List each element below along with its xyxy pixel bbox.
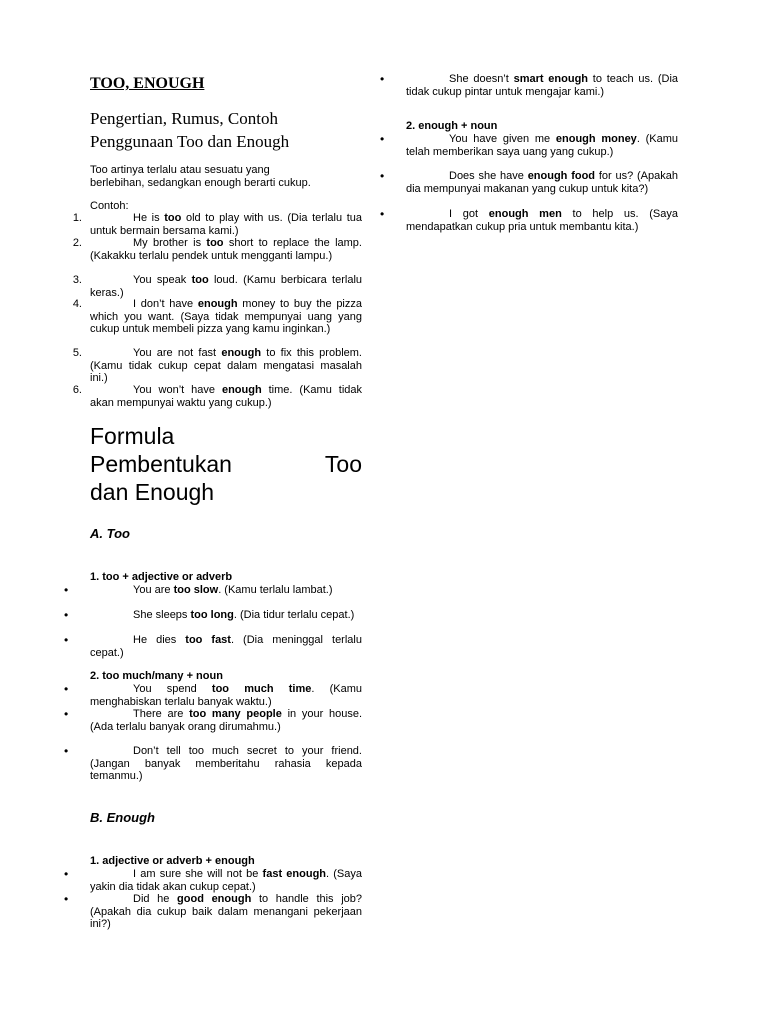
contoh-label: Contoh: [90,200,129,212]
list-item: • He dies too fast. (Dia meninggal terlalu cepat.) [64,633,362,659]
formula-word-1: Formula [90,423,175,449]
example-number: 1. [72,212,82,224]
bullet-icon: • [64,682,69,696]
list-item: • Don’t tell too much secret to your friend. (Jangan banyak memberitahu rahasia kepada temanmu.) [64,744,362,782]
intro-line-1: Too artinya terlalu atau sesuatu yang [90,164,270,176]
example-number: 2. [72,237,82,249]
example-number: 3. [72,274,82,286]
list-item: • You have given me enough money. (Kamu telah memberikan saya uang yang cukup.) [380,132,678,158]
bullet-icon: • [64,608,69,622]
formula-word-3: Too [324,451,362,477]
bullet-icon: • [64,744,69,758]
list-item: • She sleeps too long. (Dia tidur terlalu cepat.) [64,608,355,622]
example-item: 5. You are not fast enough to fix this problem. (Kamu tidak cukup cepat dalam mengatasi masalah ini.) [90,347,362,385]
bullet-icon: • [64,633,69,647]
subtitle-line-1: Pengertian, Rumus, Contoh [90,109,278,128]
list-item: • You are too slow. (Kamu terlalu lambat.) [64,583,333,597]
section-a-heading: A. Too [90,526,130,541]
list-item: • She doesn’t smart enough to teach us. (Dia tidak cukup pintar untuk mengajar kami.) [380,72,679,98]
bullet-icon: • [380,207,385,221]
list-item: • There are too many people in your house. (Ada terlalu banyak orang dirumahmu.) [64,707,363,733]
example-item: 2. My brother is too short to replace the lamp. (Kakakku terlalu pendek untuk mengganti lampu.) [90,237,362,262]
bullet-icon: • [380,72,385,86]
page-title: TOO, ENOUGH [90,75,205,92]
list-item: • I am sure she will not be fast enough. (Saya yakin dia tidak akan cukup cepat.) [64,867,362,893]
intro-line-2: berlebihan, sedangkan enough berarti cukup. [90,177,311,189]
formula-word-4: dan Enough [90,479,215,505]
example-item: 4. I don’t have enough money to buy the pizza which you want. (Saya tidak mempunyai uang yang cukup untuk membeli pizza yang kamu inginkan.) [90,298,362,336]
bullet-icon: • [380,169,385,183]
bullet-icon: • [64,583,69,597]
example-item: 3. You speak too loud. (Kamu berbicara terlalu keras.) [90,274,362,299]
list-item: • Did he good enough to handle this job? (Apakah dia cukup baik dalam menangani pekerjaan ini?) [64,892,362,930]
example-number: 5. [72,347,82,359]
formula-word-2: Pembentukan [90,451,232,477]
bullet-icon: • [64,707,69,721]
bullet-icon: • [64,867,69,881]
example-number: 6. [72,384,82,396]
list-item: • Does she have enough food for us? (Apakah dia mempunyai makanan yang cukup untuk kita?) [380,169,678,195]
list-item: • I got enough men to help us. (Saya mendapatkan cukup pria untuk membantu kita.) [380,207,679,233]
example-item: 1. He is too old to play with us. (Dia terlalu tua untuk bermain bersama kami.) [90,212,362,237]
bullet-icon: • [380,132,385,146]
b2-heading: 2. enough + noun [406,120,498,132]
bullet-icon: • [64,892,69,906]
list-item: • You spend too much time. (Kamu menghabiskan terlalu banyak waktu.) [64,682,363,708]
formula-heading [90,422,362,506]
a2-heading: 2. too much/many + noun [90,670,223,682]
example-number: 4. [72,298,82,310]
example-item: 6. You won’t have enough time. (Kamu tidak akan mempunyai waktu yang cukup.) [90,384,362,409]
section-b-heading: B. Enough [90,810,155,825]
b1-heading: 1. adjective or adverb + enough [90,855,255,867]
a1-heading: 1. too + adjective or adverb [90,571,233,583]
subtitle-line-2: Penggunaan Too dan Enough [90,132,290,151]
